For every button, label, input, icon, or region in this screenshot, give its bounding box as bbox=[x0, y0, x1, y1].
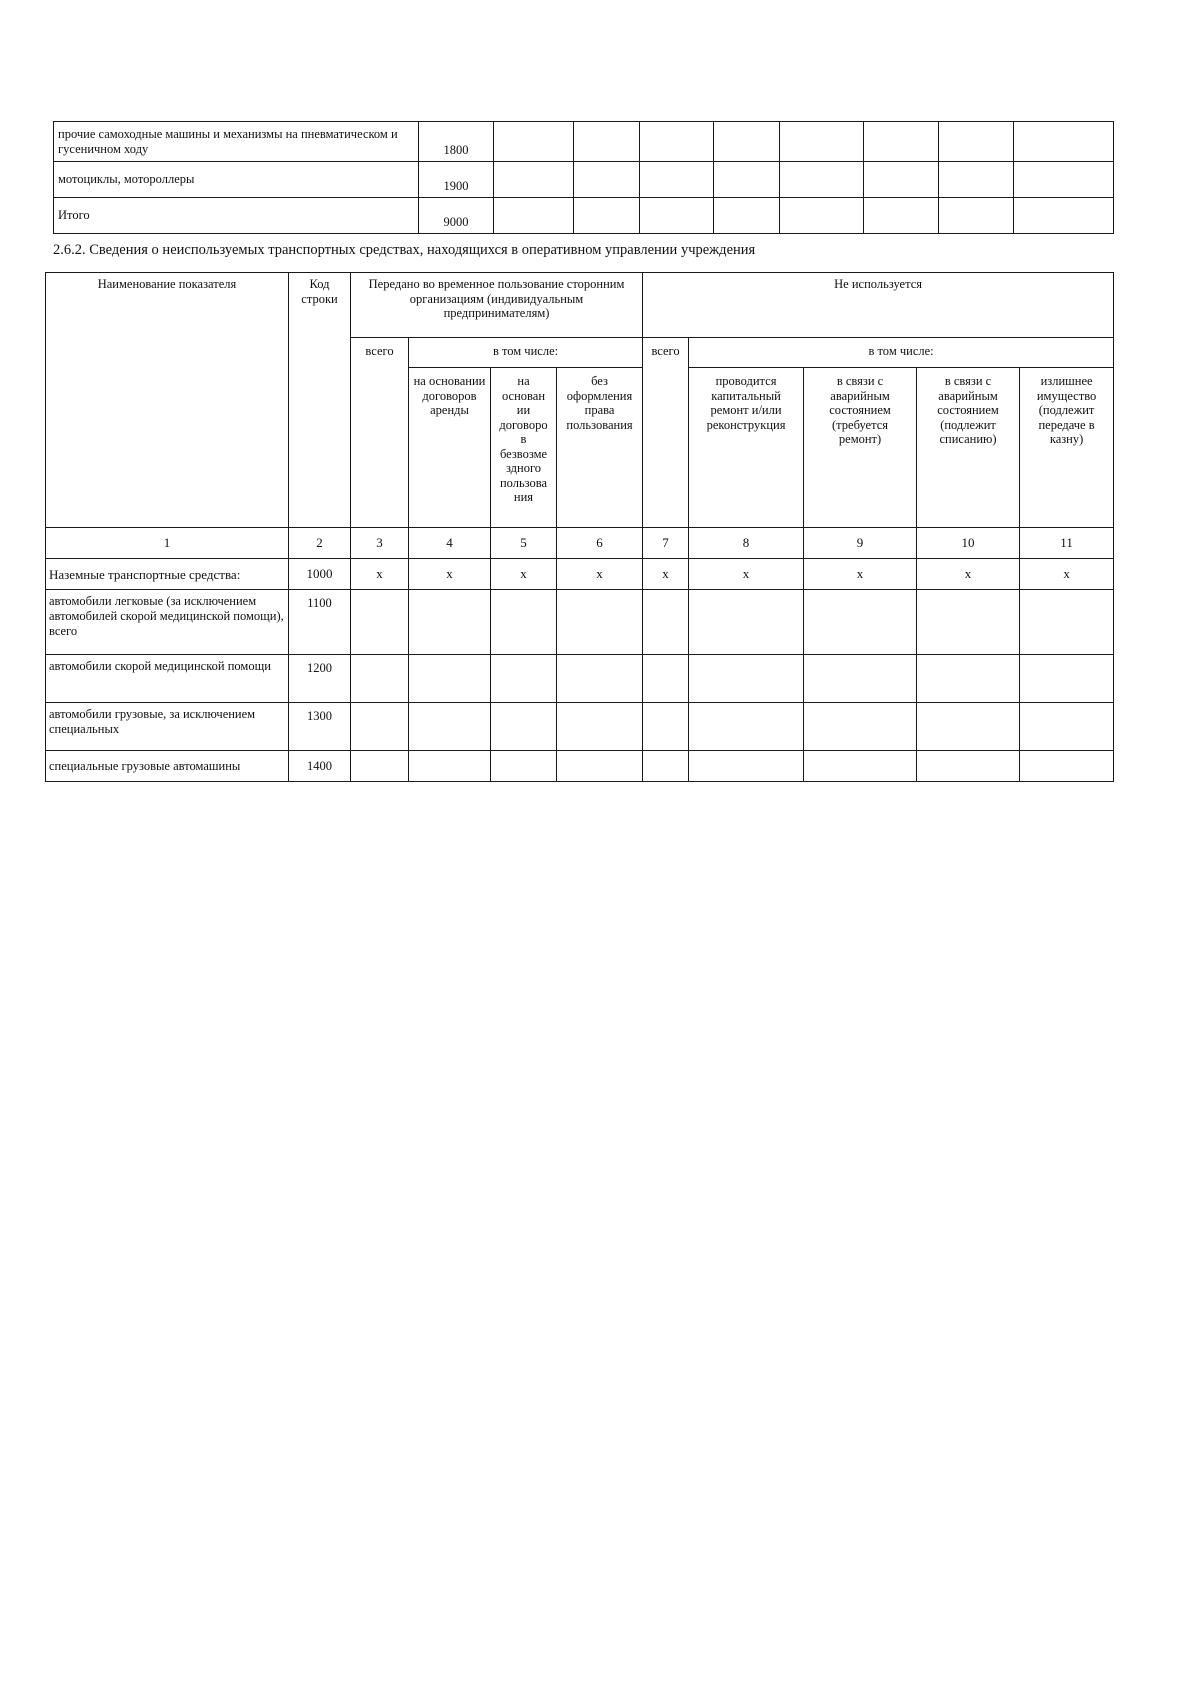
table-cell bbox=[557, 751, 643, 782]
table-cell bbox=[1020, 703, 1114, 751]
table-cell bbox=[714, 122, 780, 162]
column-number: 11 bbox=[1020, 528, 1114, 559]
table-cell bbox=[640, 162, 714, 198]
table-cell bbox=[557, 590, 643, 655]
column-number: 6 bbox=[557, 528, 643, 559]
table-cell bbox=[643, 751, 689, 782]
table-cell bbox=[780, 122, 864, 162]
row-code: 1800 bbox=[419, 122, 494, 162]
table-row bbox=[46, 590, 1114, 655]
table-cell bbox=[1014, 122, 1114, 162]
header-emergency-repair: в связи с аварийным состоянием (требуется ремонт) bbox=[804, 368, 917, 528]
table-cell bbox=[643, 703, 689, 751]
row-name: автомобили грузовые, за исключением специальных bbox=[46, 703, 289, 751]
row-code: 1900 bbox=[419, 162, 494, 198]
column-number: 2 bbox=[289, 528, 351, 559]
table-cell bbox=[864, 122, 939, 162]
continuation-table bbox=[53, 121, 1114, 234]
column-number: 7 bbox=[643, 528, 689, 559]
table-cell bbox=[689, 703, 804, 751]
column-number: 8 bbox=[689, 528, 804, 559]
table-cell bbox=[714, 198, 780, 234]
table-cell bbox=[939, 122, 1014, 162]
table-cell bbox=[804, 703, 917, 751]
table-cell bbox=[689, 655, 804, 703]
row-name: Наземные транспортные средства: bbox=[46, 559, 289, 590]
table-cell bbox=[917, 655, 1020, 703]
header-lease: на основании договоров аренды bbox=[409, 368, 491, 528]
table-cell: x bbox=[643, 559, 689, 590]
table-cell bbox=[574, 122, 640, 162]
header-row bbox=[46, 273, 1114, 338]
table-cell bbox=[917, 590, 1020, 655]
table-cell bbox=[574, 162, 640, 198]
table-row bbox=[46, 703, 1114, 751]
table-cell bbox=[1014, 162, 1114, 198]
table-row bbox=[54, 122, 1114, 162]
row-code: 1000 bbox=[289, 559, 351, 590]
table-cell bbox=[491, 703, 557, 751]
header-code: Код строки bbox=[289, 273, 351, 528]
row-name: прочие самоходные машины и механизмы на пневматическом и гусеничном ходу bbox=[54, 122, 419, 162]
header-free-use: на основан ии договоро в безвозме здного пользова ния bbox=[491, 368, 557, 528]
table-row bbox=[54, 162, 1114, 198]
table-cell bbox=[557, 703, 643, 751]
table-cell: x bbox=[689, 559, 804, 590]
table-cell bbox=[1020, 655, 1114, 703]
table-cell bbox=[494, 122, 574, 162]
row-code: 9000 bbox=[419, 198, 494, 234]
row-name: автомобили легковые (за исключением автомобилей скорой медицинской помощи), всего bbox=[46, 590, 289, 655]
table-cell bbox=[714, 162, 780, 198]
header-repair: проводится капитальный ремонт и/или реконструкция bbox=[689, 368, 804, 528]
table-cell bbox=[409, 703, 491, 751]
table-cell bbox=[689, 590, 804, 655]
header-name: Наименование показателя bbox=[46, 273, 289, 528]
table-cell bbox=[409, 590, 491, 655]
table-cell bbox=[1020, 590, 1114, 655]
table-row bbox=[46, 559, 1114, 590]
table-cell: x bbox=[557, 559, 643, 590]
header-transferred: Передано во временное пользование сторонним организациям (индивидуальным предпринимателям) bbox=[351, 273, 643, 338]
table-cell: x bbox=[804, 559, 917, 590]
table-cell: x bbox=[351, 559, 409, 590]
table-row bbox=[46, 655, 1114, 703]
table-cell: x bbox=[1020, 559, 1114, 590]
row-name: специальные грузовые автомашины bbox=[46, 751, 289, 782]
table-cell bbox=[804, 655, 917, 703]
row-name: автомобили скорой медицинской помощи bbox=[46, 655, 289, 703]
table-cell bbox=[491, 590, 557, 655]
table-cell bbox=[864, 198, 939, 234]
table-cell bbox=[557, 655, 643, 703]
table-cell bbox=[864, 162, 939, 198]
column-number: 10 bbox=[917, 528, 1020, 559]
table-cell: x bbox=[491, 559, 557, 590]
header-surplus: излишнее имущество (подлежит передаче в казну) bbox=[1020, 368, 1114, 528]
table-cell bbox=[494, 162, 574, 198]
table-cell bbox=[640, 198, 714, 234]
table-cell bbox=[409, 655, 491, 703]
table-cell bbox=[491, 655, 557, 703]
row-code: 1200 bbox=[289, 655, 351, 703]
table-cell bbox=[351, 751, 409, 782]
table-cell: x bbox=[917, 559, 1020, 590]
table-cell bbox=[491, 751, 557, 782]
row-name: мотоциклы, мотороллеры bbox=[54, 162, 419, 198]
column-number: 4 bbox=[409, 528, 491, 559]
table-cell bbox=[574, 198, 640, 234]
column-number: 3 bbox=[351, 528, 409, 559]
table-cell bbox=[804, 590, 917, 655]
header-not-used: Не используется bbox=[643, 273, 1114, 338]
table-cell bbox=[409, 751, 491, 782]
table-cell bbox=[780, 162, 864, 198]
header-including-not-used: в том числе: bbox=[689, 338, 1114, 368]
column-number: 9 bbox=[804, 528, 917, 559]
column-number: 5 bbox=[491, 528, 557, 559]
section-heading: 2.6.2. Сведения о неиспользуемых транспортных средствах, находящихся в оперативном управлении учреждения bbox=[53, 242, 756, 258]
row-code: 1300 bbox=[289, 703, 351, 751]
unused-vehicles-table bbox=[45, 272, 1114, 782]
table-cell bbox=[643, 655, 689, 703]
table-cell bbox=[939, 162, 1014, 198]
table-cell bbox=[351, 590, 409, 655]
header-emergency-writeoff: в связи с аварийным состоянием (подлежит списанию) bbox=[917, 368, 1020, 528]
table-cell bbox=[780, 198, 864, 234]
table-cell bbox=[689, 751, 804, 782]
header-no-registration: без оформления права пользования bbox=[557, 368, 643, 528]
table-cell bbox=[1014, 198, 1114, 234]
row-code: 1100 bbox=[289, 590, 351, 655]
table-cell bbox=[640, 122, 714, 162]
row-name: Итого bbox=[54, 198, 419, 234]
column-number: 1 bbox=[46, 528, 289, 559]
header-including-transferred: в том числе: bbox=[409, 338, 643, 368]
table-cell: x bbox=[409, 559, 491, 590]
table-cell bbox=[643, 590, 689, 655]
table-cell bbox=[939, 198, 1014, 234]
table-cell bbox=[494, 198, 574, 234]
table-cell bbox=[351, 655, 409, 703]
table-cell bbox=[804, 751, 917, 782]
row-code: 1400 bbox=[289, 751, 351, 782]
column-number-row bbox=[46, 528, 1114, 559]
table-cell bbox=[917, 751, 1020, 782]
table-row bbox=[46, 751, 1114, 782]
table-cell bbox=[351, 703, 409, 751]
header-total-not-used: всего bbox=[643, 338, 689, 528]
table-cell bbox=[1020, 751, 1114, 782]
table-row bbox=[54, 198, 1114, 234]
header-total-transferred: всего bbox=[351, 338, 409, 528]
table-cell bbox=[917, 703, 1020, 751]
